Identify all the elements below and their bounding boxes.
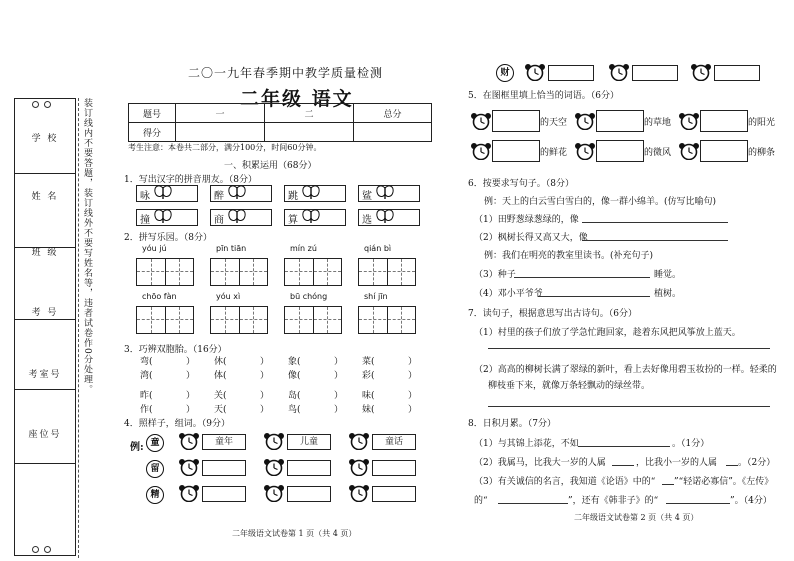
q1-char: 醉 — [214, 191, 224, 202]
q8-item-2-end: 。（2分） — [738, 458, 776, 468]
q8-answer-2a[interactable] — [612, 465, 634, 466]
q3-char: 关( — [214, 391, 227, 401]
q1-item — [210, 185, 272, 202]
q8-item-2: （2）我属马，比我大一岁的人属 — [474, 458, 606, 468]
clock-icon — [606, 63, 632, 81]
q2-cell — [299, 259, 300, 285]
q3-char: 妹( — [362, 405, 375, 415]
q2-midline — [359, 271, 415, 272]
q7-answer-1[interactable] — [488, 348, 770, 349]
q4-char-3: 精 — [146, 486, 164, 504]
q4-example-word: 儿童 — [287, 434, 331, 450]
q4-char-2: 留 — [146, 460, 164, 478]
q2-pinyin: yóu jú — [142, 244, 167, 253]
q8-answer-1[interactable] — [578, 446, 670, 447]
q2-cell — [401, 259, 402, 285]
class-label: 班 级 — [31, 248, 59, 258]
q2-cell — [151, 307, 152, 333]
q3-paren: ） — [260, 357, 270, 367]
clock-icon — [522, 63, 548, 81]
q2-cell — [387, 307, 388, 333]
q6-answer-3[interactable] — [514, 277, 650, 278]
clock-icon — [261, 458, 287, 476]
q3-paren: ） — [334, 391, 344, 401]
q1-char: 跳 — [288, 191, 298, 202]
q1-char: 选 — [362, 215, 372, 226]
answer-box[interactable] — [632, 65, 678, 81]
q1-char: 咏 — [140, 191, 150, 202]
q5-answer-box[interactable] — [492, 140, 540, 162]
q3-answer[interactable] — [306, 368, 332, 379]
q3-paren: ） — [186, 391, 196, 401]
q2-midline — [285, 271, 341, 272]
q3-answer[interactable] — [232, 402, 258, 413]
clock-icon — [346, 458, 372, 476]
q3-answer[interactable] — [380, 354, 406, 365]
q2-pinyin: mín zú — [290, 244, 317, 253]
q6-item-4-end: 植树。 — [654, 289, 682, 299]
question-5: 5．在图框里填上恰当的词语。（6分） — [468, 91, 619, 101]
q6-example: 例：天上的白云雪白雪白的，像一群小绵羊。(仿写比喻句) — [484, 197, 717, 207]
clock-icon — [346, 432, 372, 450]
q1-answer[interactable] — [245, 188, 267, 198]
butterfly-icon — [301, 185, 321, 204]
butterfly-icon — [375, 209, 395, 228]
q5-answer-box[interactable] — [700, 110, 748, 132]
q1-answer[interactable] — [245, 212, 267, 222]
q2-answer-box[interactable] — [136, 306, 194, 334]
q4-char-1: 童 — [146, 434, 164, 452]
q8-item-3: （3）有关诚信的名言，我知道《论语》中的“ — [474, 477, 656, 487]
q8-answer-2b[interactable] — [726, 465, 738, 466]
q2-cell — [253, 307, 254, 333]
q6-item-3: （3）种子 — [474, 270, 516, 280]
q5-answer-box[interactable] — [596, 140, 644, 162]
q1-char: 鲨 — [362, 191, 372, 202]
q5-answer-box[interactable] — [700, 140, 748, 162]
name-label: 姓 名 — [31, 192, 59, 202]
q3-answer[interactable] — [380, 368, 406, 379]
score-cell-2 — [265, 123, 354, 142]
q2-cell — [239, 307, 240, 333]
q3-paren: ） — [408, 405, 418, 415]
q6-answer-1[interactable] — [582, 222, 728, 223]
q3-paren: ） — [260, 371, 270, 381]
question-2: 2．拼写乐园。（8分） — [124, 233, 212, 243]
q3-paren: ） — [186, 405, 196, 415]
question-3: 3．巧辨双胞胎。（16分） — [124, 345, 227, 355]
q3-char: 弯( — [140, 357, 153, 367]
q3-answer[interactable] — [306, 388, 332, 399]
q2-answer-box[interactable] — [358, 258, 416, 286]
question-1: 1．写出汉字的拼音朋友。（8分） — [124, 175, 257, 185]
question-8: 8．日积月累。（7分） — [468, 419, 556, 429]
q3-paren: ） — [260, 405, 270, 415]
q3-char: 昨( — [140, 391, 153, 401]
clock-icon — [572, 112, 598, 130]
q2-answer-box[interactable] — [284, 258, 342, 286]
q6-answer-2[interactable] — [582, 240, 728, 241]
q3-char: 岛( — [288, 391, 301, 401]
q7-item-1: （1）村里的孩子们放了学急忙跑回家，趁着东风把风筝放上蓝天。 — [474, 328, 741, 338]
score-cell-total — [354, 123, 432, 142]
q1-item — [136, 209, 198, 226]
q4-example-word: 童年 — [202, 434, 246, 450]
q2-cell — [299, 307, 300, 333]
butterfly-icon — [375, 185, 395, 204]
student-info-panel — [14, 98, 76, 556]
q2-cell — [179, 259, 180, 285]
q3-answer[interactable] — [232, 368, 258, 379]
score-header-total: 总分 — [354, 104, 432, 123]
q2-cell — [387, 259, 388, 285]
q2-answer-box[interactable] — [358, 306, 416, 334]
q8-answer-4a[interactable] — [498, 503, 568, 504]
q2-midline — [211, 319, 267, 320]
q4-answer-box[interactable] — [287, 486, 331, 502]
q3-paren: ） — [334, 371, 344, 381]
q3-answer[interactable] — [158, 388, 184, 399]
q1-answer[interactable] — [319, 188, 341, 198]
score-header-part1: 一 — [176, 104, 265, 123]
clock-icon — [676, 142, 702, 160]
q3-answer[interactable] — [306, 402, 332, 413]
q6-example-2: 例：我们在明亮的教室里读书。(补充句子) — [484, 251, 654, 261]
example-label: 例: — [130, 442, 144, 453]
school-label: 学 校 — [31, 134, 59, 144]
q2-pinyin: qián bì — [364, 244, 392, 253]
q1-item — [284, 209, 346, 226]
q6-item-4: （4）邓小平爷爷 — [474, 289, 543, 299]
q6-answer-4[interactable] — [538, 296, 650, 297]
q5-word: 的鲜花 — [540, 148, 568, 158]
q5-word: 的微风 — [644, 148, 672, 158]
q8-item-3-end: ”“轻诺必寡信”。《左传》 — [674, 477, 774, 487]
exam-notice: 考生注意：本卷共二部分，满分100分，时间60分钟。 — [128, 143, 322, 152]
q2-cell — [151, 259, 152, 285]
q1-item — [358, 209, 420, 226]
score-label: 得分 — [129, 123, 176, 142]
butterfly-icon — [227, 185, 247, 204]
clock-icon — [468, 112, 494, 130]
clock-icon — [676, 112, 702, 130]
q1-char: 撞 — [140, 215, 150, 226]
q3-char: 体( — [214, 371, 227, 381]
q2-answer-box[interactable] — [284, 306, 342, 334]
q3-char: 菜( — [362, 357, 375, 367]
q2-midline — [211, 271, 267, 272]
q3-answer[interactable] — [380, 388, 406, 399]
q2-pinyin: chōo fàn — [142, 292, 177, 301]
score-header-part2: 二 — [265, 104, 354, 123]
subject-title: 二年级 语文 — [240, 88, 354, 110]
q3-paren: ） — [260, 391, 270, 401]
q4-answer-box[interactable] — [287, 460, 331, 476]
q2-answer-box[interactable] — [136, 258, 194, 286]
q5-word: 的柳条 — [748, 148, 776, 158]
q4-answer-box[interactable] — [202, 486, 246, 502]
q3-char: 彩( — [362, 371, 375, 381]
butterfly-icon — [153, 209, 173, 228]
exam-title: 二〇一九年春季期中教学质量检测 — [188, 66, 384, 80]
q3-char: 休( — [214, 357, 227, 367]
top-char-circle: 财 — [496, 64, 514, 82]
q7-item-2b: 柳枝垂下来，就像万条轻飘动的绿丝带。 — [488, 381, 651, 391]
clock-icon — [176, 432, 202, 450]
q3-paren: ） — [334, 357, 344, 367]
q2-answer-box[interactable] — [210, 306, 268, 334]
q2-cell — [327, 259, 328, 285]
q3-paren: ） — [408, 391, 418, 401]
q2-cell — [401, 307, 402, 333]
binding-line — [78, 98, 79, 558]
q1-answer[interactable] — [171, 212, 193, 222]
q3-char: 湾( — [140, 371, 153, 381]
q8-item-1: （1）与其锦上添花，不如 — [474, 439, 579, 449]
q2-midline — [359, 319, 415, 320]
q8-item-4a: 的“ — [474, 496, 488, 506]
score-table — [128, 103, 432, 142]
q6-item-1: （1）田野葱绿葱绿的，像 — [474, 215, 579, 225]
question-7: 7．读句子，根据意思写出古诗句。（6分） — [468, 309, 637, 319]
score-cell-1 — [176, 123, 265, 142]
q4-example-word: 童话 — [372, 434, 416, 450]
q3-answer[interactable] — [306, 354, 332, 365]
q2-cell — [373, 307, 374, 333]
q1-answer[interactable] — [319, 212, 341, 222]
q2-cell — [225, 259, 226, 285]
q2-cell — [239, 259, 240, 285]
q8-item-4c: ”。（4分） — [730, 496, 772, 506]
q6-item-2: （2）枫树长得又高又大，像 — [474, 233, 588, 243]
q2-cell — [225, 307, 226, 333]
seat-number-label: 座位号 — [28, 430, 62, 440]
q6-item-3-end: 睡觉。 — [654, 270, 682, 280]
exam-room-label: 考室号 — [28, 370, 62, 380]
q2-cell — [253, 259, 254, 285]
butterfly-icon — [227, 209, 247, 228]
q2-pinyin: pīn tiān — [216, 244, 247, 253]
q8-item-2-mid: ，比我小一岁的人属 — [636, 458, 718, 468]
q2-cell — [373, 259, 374, 285]
q2-pinyin: shí jīn — [364, 292, 388, 301]
q2-cell — [165, 259, 166, 285]
q2-pinyin: yóu xì — [216, 292, 241, 301]
butterfly-icon — [301, 209, 321, 228]
q2-cell — [313, 307, 314, 333]
clock-icon — [176, 458, 202, 476]
q3-char: 像( — [288, 371, 301, 381]
q3-char: 味( — [362, 391, 375, 401]
q2-pinyin: bū chóng — [290, 292, 328, 301]
q1-item — [284, 185, 346, 202]
q1-answer[interactable] — [171, 188, 193, 198]
q3-char: 鸟( — [288, 405, 301, 415]
q5-word: 的天空 — [540, 118, 568, 128]
q2-midline — [137, 271, 193, 272]
clock-icon — [468, 142, 494, 160]
q3-paren: ） — [334, 405, 344, 415]
right-footer: 二年级语文试卷第 2 页（共 4 页） — [574, 513, 699, 522]
q3-char: 象( — [288, 357, 301, 367]
clock-icon — [261, 432, 287, 450]
q2-cell — [313, 259, 314, 285]
q3-char: 天( — [214, 405, 227, 415]
q8-answer-3[interactable] — [662, 484, 674, 485]
q5-word: 的阳光 — [748, 118, 776, 128]
left-footer: 二年级语文试卷第 1 页（共 4 页） — [232, 529, 357, 538]
answer-box[interactable] — [714, 65, 760, 81]
answer-box[interactable] — [548, 65, 594, 81]
exam-number-label: 考 号 — [31, 308, 59, 318]
q3-answer[interactable] — [158, 354, 184, 365]
q7-item-2a: （2）高高的柳树长满了翠绿的新叶，看上去好像用碧玉妆扮的一样。轻柔的 — [474, 365, 777, 375]
binding-rings-bottom — [32, 546, 62, 552]
question-6: 6．按要求写句子。（8分） — [468, 179, 574, 189]
score-header-number: 题号 — [129, 104, 176, 123]
q3-answer[interactable] — [158, 368, 184, 379]
q3-answer[interactable] — [380, 402, 406, 413]
q5-word: 的草地 — [644, 118, 672, 128]
clock-icon — [688, 63, 714, 81]
q3-answer[interactable] — [232, 354, 258, 365]
q3-char: 作( — [140, 405, 153, 415]
q2-midline — [285, 319, 341, 320]
q3-paren: ） — [408, 371, 418, 381]
q8-item-4b: ”，还有《韩非子》的“ — [568, 496, 659, 506]
q5-answer-box[interactable] — [492, 110, 540, 132]
q1-item — [210, 209, 272, 226]
q5-answer-box[interactable] — [596, 110, 644, 132]
q2-cell — [327, 307, 328, 333]
q8-item-1-end: 。（1分） — [672, 439, 710, 449]
q1-answer[interactable] — [393, 188, 415, 198]
question-4: 4．照样子，组词。（9分） — [124, 419, 230, 429]
q2-midline — [137, 319, 193, 320]
q1-item — [136, 185, 198, 202]
q1-char: 算 — [288, 215, 298, 226]
q2-cell — [165, 307, 166, 333]
q3-paren: ） — [186, 371, 196, 381]
q1-answer[interactable] — [393, 212, 415, 222]
q3-answer[interactable] — [232, 388, 258, 399]
q8-answer-4b[interactable] — [666, 503, 730, 504]
q1-char: 商 — [214, 215, 224, 226]
binding-notice: 装订线内不要答题，装订线外不要写姓名等，违者试卷作0分处理。 — [82, 98, 92, 395]
butterfly-icon — [153, 185, 173, 204]
clock-icon — [572, 142, 598, 160]
q3-paren: ） — [186, 357, 196, 367]
q4-answer-box[interactable] — [372, 460, 416, 476]
section-1-title: 一、积累运用（68分） — [224, 161, 317, 171]
clock-icon — [176, 484, 202, 502]
q3-paren: ） — [408, 357, 418, 367]
q4-answer-box[interactable] — [202, 460, 246, 476]
clock-icon — [346, 484, 372, 502]
q7-answer-2[interactable] — [488, 406, 770, 407]
q1-item — [358, 185, 420, 202]
q2-cell — [179, 307, 180, 333]
q4-answer-box[interactable] — [372, 486, 416, 502]
clock-icon — [261, 484, 287, 502]
q2-answer-box[interactable] — [210, 258, 268, 286]
q3-answer[interactable] — [158, 402, 184, 413]
